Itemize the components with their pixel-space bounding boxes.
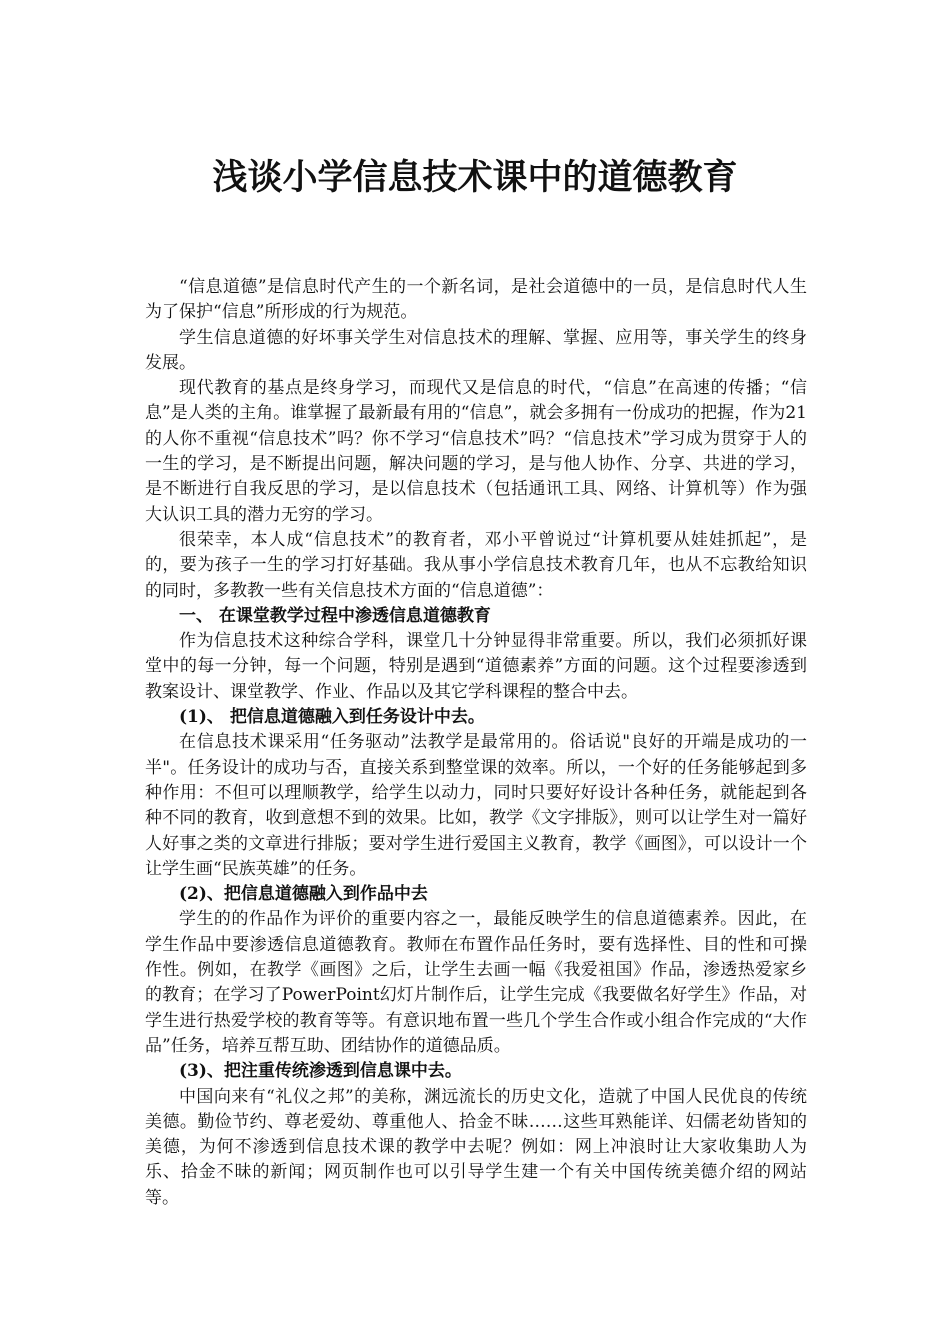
paragraph: 中国向来有“礼仪之邦”的美称，渊远流长的历史文化，造就了中国人民优良的传统美德。勤俭节约、尊老爱幼、尊重他人、拾金不昧……这些耳熟能详、妇儒老幼皆知的美德，为何不渗透到信息技术课的教学中去呢？例如：网上冲浪时让大家收集助人为乐、拾金不昧的新闻；网页制作也可以引导学生建一个有关中国传统美德介绍的网站等。 bbox=[145, 1086, 807, 1208]
section-heading: 一、 在课堂教学过程中渗透信息道德教育 bbox=[179, 605, 491, 626]
subsection-heading: (1)、 把信息道德融入到任务设计中去。 bbox=[179, 707, 485, 728]
document-body bbox=[145, 275, 807, 1211]
document-title: 浅谈小学信息技术课中的道德教育 bbox=[212, 158, 738, 198]
subsection-heading: (2)、把信息道德融入到作品中去 bbox=[179, 884, 428, 905]
paragraph: 在信息技术课采用“任务驱动”法教学是最常用的。俗话说"良好的开端是成功的一半"。任务设计的成功与否，直接关系到整堂课的效率。所以，一个好的任务能够起到多种作用：不但可以理顺教学，给学生以动力，同时只要好好设计各种任务，就能起到各种不同的教育，收到意想不到的效果。比如，教学《文字排版》，则可以让学生对一篇好人好事之类的文章进行排版；要对学生进行爱国主义教育，教学《画图》，可以设计一个让学生画“民族英雄”的任务。 bbox=[145, 732, 807, 879]
paragraph: 很荣幸，本人成“信息技术”的教育者，邓小平曾说过“计算机要从娃娃抓起”，是的，要为孩子一生的学习打好基础。我从事小学信息技术教育几年，也从不忘教给知识的同时，多教教一些有关信息技术方面的“信息道德”： bbox=[145, 529, 807, 601]
paragraph: 学生的的作品作为评价的重要内容之一，最能反映学生的信息道德素养。因此，在学生作品中要渗透信息道德教育。教师在布置作品任务时，要有选择性、目的性和可操作性。例如，在教学《画图》之后，让学生去画一幅《我爱祖国》作品，渗透热爱家乡的教育；在学习了PowerPoint幻灯片制作后，让学生完成《我要做名好学生》作品，对学生进行热爱学校的教育等等。有意识地布置一些几个学生合作或小组合作完成的“大作品”任务，培养互帮互助、团结协作的道德品质。 bbox=[145, 909, 807, 1056]
subsection-heading: (3)、把注重传统渗透到信息课中去。 bbox=[179, 1061, 462, 1082]
paragraph: 作为信息技术这种综合学科，课堂几十分钟显得非常重要。所以，我们必须抓好课堂中的每一分钟，每一个问题，特别是遇到“道德素养”方面的问题。这个过程要渗透到教案设计、课堂教学、作业、作品以及其它学科课程的整合中去。 bbox=[145, 631, 807, 702]
paragraph: 学生信息道德的好坏事关学生对信息技术的理解、掌握、应用等，事关学生的终身发展。 bbox=[145, 327, 807, 373]
paragraph: “信息道德”是信息时代产生的一个新名词，是社会道德中的一员，是信息时代人生为了保护“信息”所形成的行为规范。 bbox=[145, 277, 807, 323]
paragraph: 现代教育的基点是终身学习，而现代又是信息的时代，“信息”在高速的传播；“信息”是人类的主角。谁掌握了最新最有用的“信息”，就会多拥有一份成功的把握，作为21的人你不重视“信息技术”吗？你不学习“信息技术”吗？“信息技术”学习成为贯穿于人的一生的学习，是不断提出问题，解决问题的学习，是与他人协作、分享、共进的学习，是不断进行自我反思的学习，是以信息技术（包括通讯工具、网络、计算机等）作为强大认识工具的潜力无穷的学习。 bbox=[145, 378, 807, 525]
